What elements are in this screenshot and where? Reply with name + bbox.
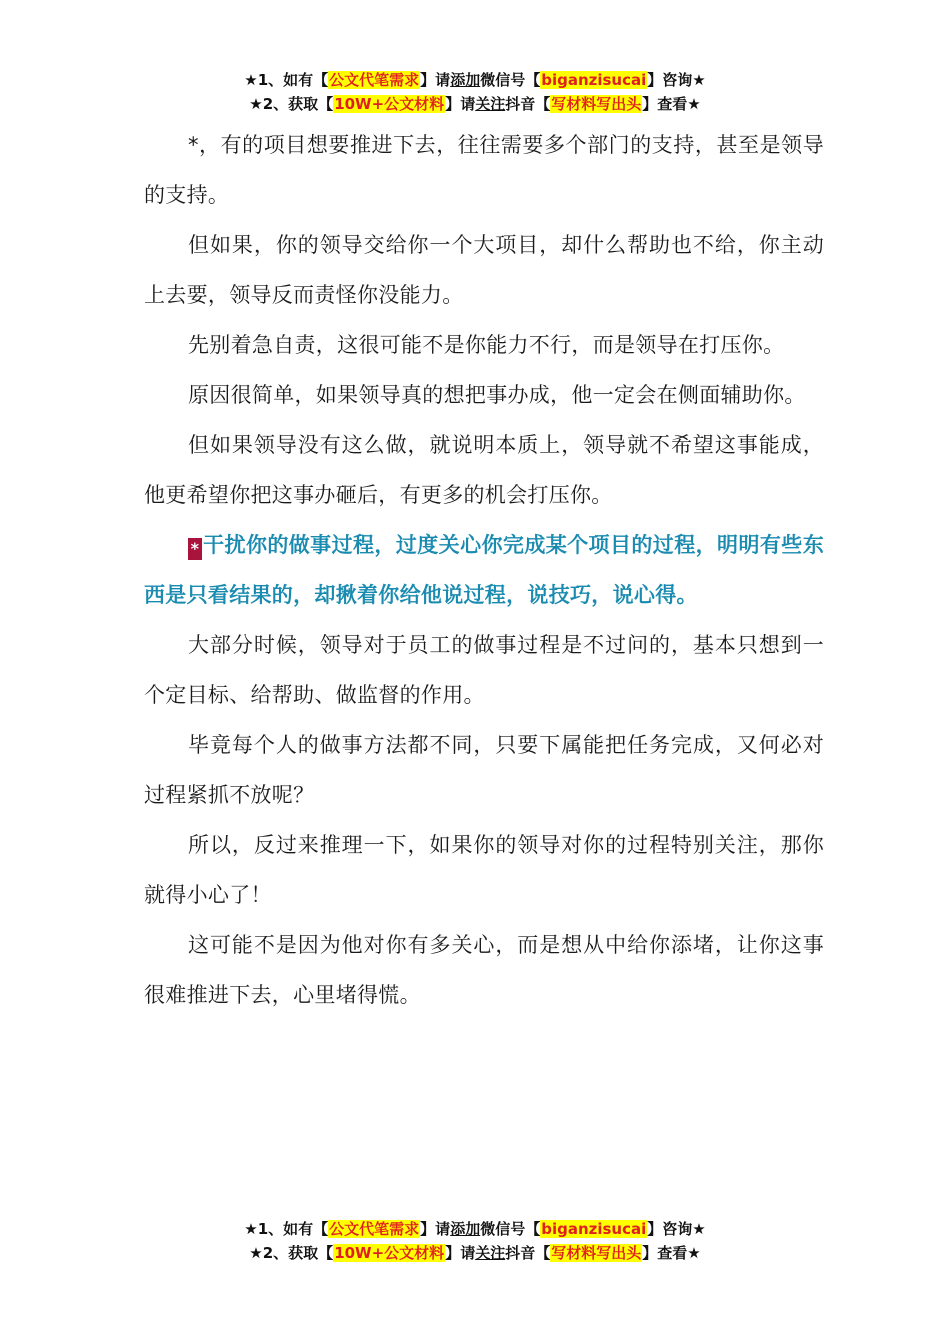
highlight-douyin: 写材料写出头 bbox=[551, 95, 642, 113]
document-body bbox=[144, 120, 824, 1020]
header-banner bbox=[0, 68, 950, 116]
paragraph: *，有的项目想要推进下去，往往需要多个部门的支持，甚至是领导的支持。 bbox=[144, 133, 824, 207]
highlight-douyin: 写材料写出头 bbox=[551, 1244, 642, 1262]
paragraph: 先别着急自责，这很可能不是你能力不行，而是领导在打压你。 bbox=[188, 333, 785, 357]
paragraph: 所以，反过来推理一下，如果你的领导对你的过程特别关注，那你就得小心了！ bbox=[144, 833, 824, 907]
banner-line-2: ★2、获取【10W+公文材料】请关注抖音【写材料写出头】查看★ bbox=[249, 95, 701, 113]
highlight-service: 公文代笔需求 bbox=[329, 1220, 420, 1238]
paragraph: 这可能不是因为他对你有多关心，而是想从中给你添堵，让你这事很难推进下去，心里堵得慌。 bbox=[144, 933, 824, 1007]
paragraph: 毕竟每个人的做事方法都不同，只要下属能把任务完成，又何必对过程紧抓不放呢？ bbox=[144, 733, 824, 807]
paragraph: 大部分时候，领导对于员工的做事过程是不过问的，基本只想到一个定目标、给帮助、做监督的作用。 bbox=[144, 633, 824, 707]
banner-line-1: ★1、如有【公文代笔需求】请添加微信号【biganzisucai】咨询★ bbox=[244, 71, 706, 89]
highlight-service: 公文代笔需求 bbox=[329, 71, 420, 89]
section-heading bbox=[144, 520, 824, 620]
paragraph: 原因很简单，如果领导真的想把事办成，他一定会在侧面辅助你。 bbox=[188, 383, 806, 407]
paragraph: 但如果，你的领导交给你一个大项目，却什么帮助也不给，你主动上去要，领导反而责怪你没能力。 bbox=[144, 233, 824, 307]
footer-banner bbox=[0, 1217, 950, 1265]
banner-line-1: ★1、如有【公文代笔需求】请添加微信号【biganzisucai】咨询★ bbox=[244, 1220, 706, 1238]
section-heading-text: 干扰你的做事过程，过度关心你完成某个项目的过程，明明有些东西是只看结果的，却揪着你给他说过程，说技巧，说心得。 bbox=[144, 533, 824, 607]
paragraph: 但如果领导没有这么做，就说明本质上，领导就不希望这事能成，他更希望你把这事办砸后，有更多的机会打压你。 bbox=[144, 433, 824, 507]
highlight-materials: 10W+公文材料 bbox=[334, 1244, 445, 1262]
banner-line-2: ★2、获取【10W+公文材料】请关注抖音【写材料写出头】查看★ bbox=[249, 1244, 701, 1262]
highlight-wechat-id: biganzisucai bbox=[541, 1220, 647, 1238]
highlight-materials: 10W+公文材料 bbox=[334, 95, 445, 113]
asterisk-marker-icon: * bbox=[188, 538, 202, 560]
highlight-wechat-id: biganzisucai bbox=[541, 71, 647, 89]
